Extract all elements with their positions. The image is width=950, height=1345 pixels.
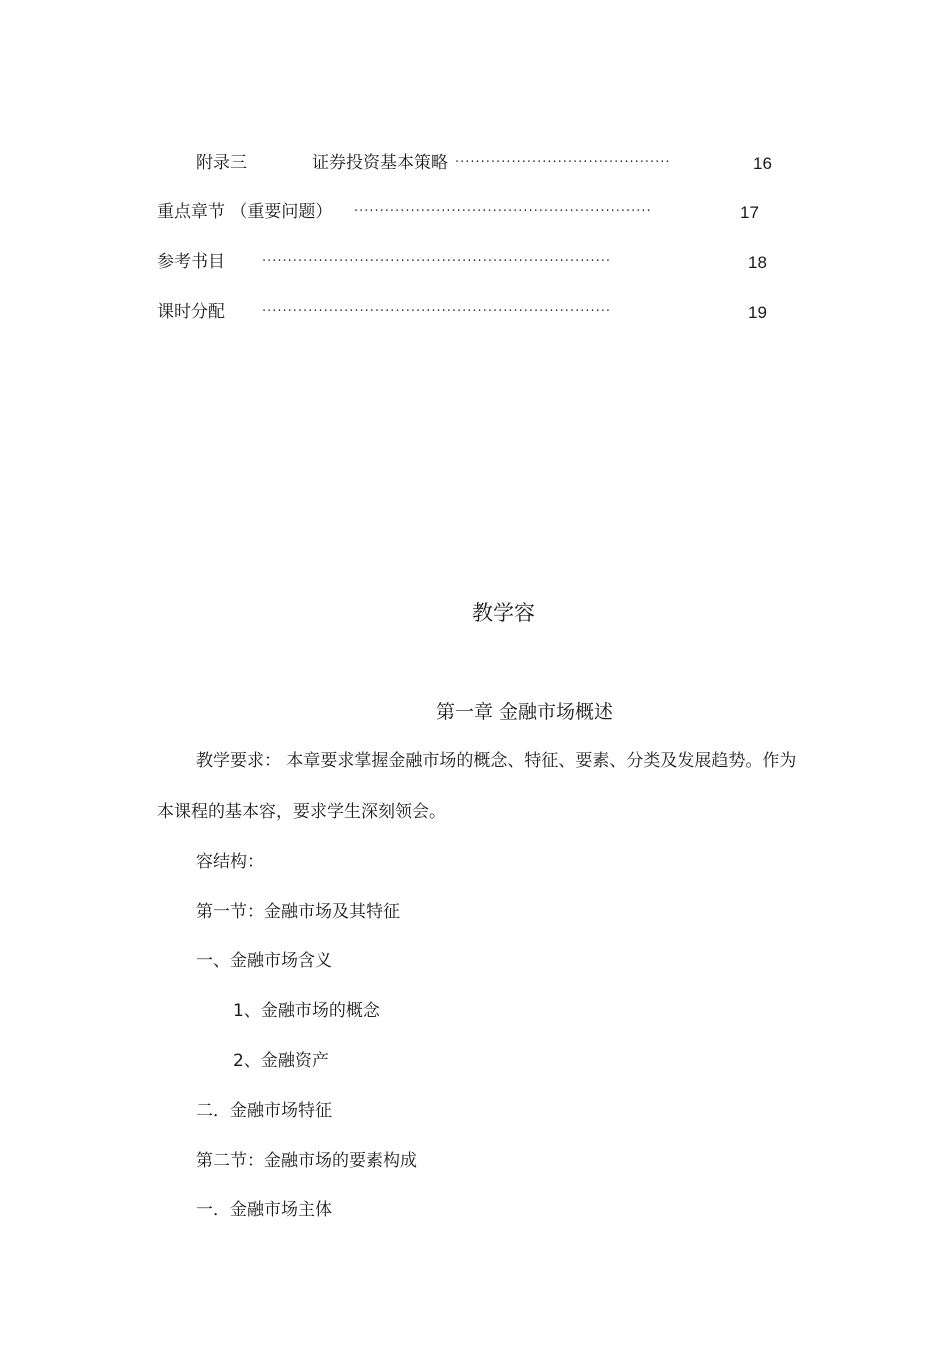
toc-sublabel: 证券投资基本策略 — [312, 153, 448, 173]
outline-item: 第一节：金融市场及其特征 — [196, 902, 400, 922]
toc-page-number: 18 — [748, 253, 767, 272]
toc-leader-dots: ·························································· — [354, 204, 652, 219]
section-title: 教学容 — [472, 601, 535, 625]
toc-label: 附录三 — [196, 153, 247, 173]
toc-leader-dots: ·········································· — [455, 155, 671, 170]
toc-label: 课时分配 — [157, 302, 225, 322]
outline-item: 2、金融资产 — [233, 1051, 329, 1071]
outline-item: 二．金融市场特征 — [196, 1101, 332, 1121]
toc-page-number: 19 — [748, 303, 767, 322]
toc-label: 重点章节 （重要问题） — [157, 202, 333, 222]
requirement-text-line-1: 教学要求： 本章要求掌握金融市场的概念、特征、要素、分类及发展趋势。作为 — [196, 751, 797, 771]
outline-item: 1、金融市场的概念 — [233, 1001, 380, 1021]
toc-leader-dots: ···································································· — [262, 304, 611, 319]
outline-item: 第二节：金融市场的要素构成 — [196, 1151, 417, 1171]
toc-page-number: 16 — [753, 154, 772, 173]
structure-label: 容结构： — [196, 852, 264, 872]
toc-leader-dots: ···································································· — [262, 254, 611, 269]
chapter-title: 第一章 金融市场概述 — [436, 701, 614, 723]
toc-label: 参考书目 — [157, 252, 225, 272]
toc-page-number: 17 — [740, 203, 759, 222]
outline-item: 一、金融市场含义 — [196, 951, 332, 971]
requirement-text-line-2: 本课程的基本容，要求学生深刻领会。 — [157, 802, 446, 822]
outline-item: 一．金融市场主体 — [196, 1200, 332, 1220]
